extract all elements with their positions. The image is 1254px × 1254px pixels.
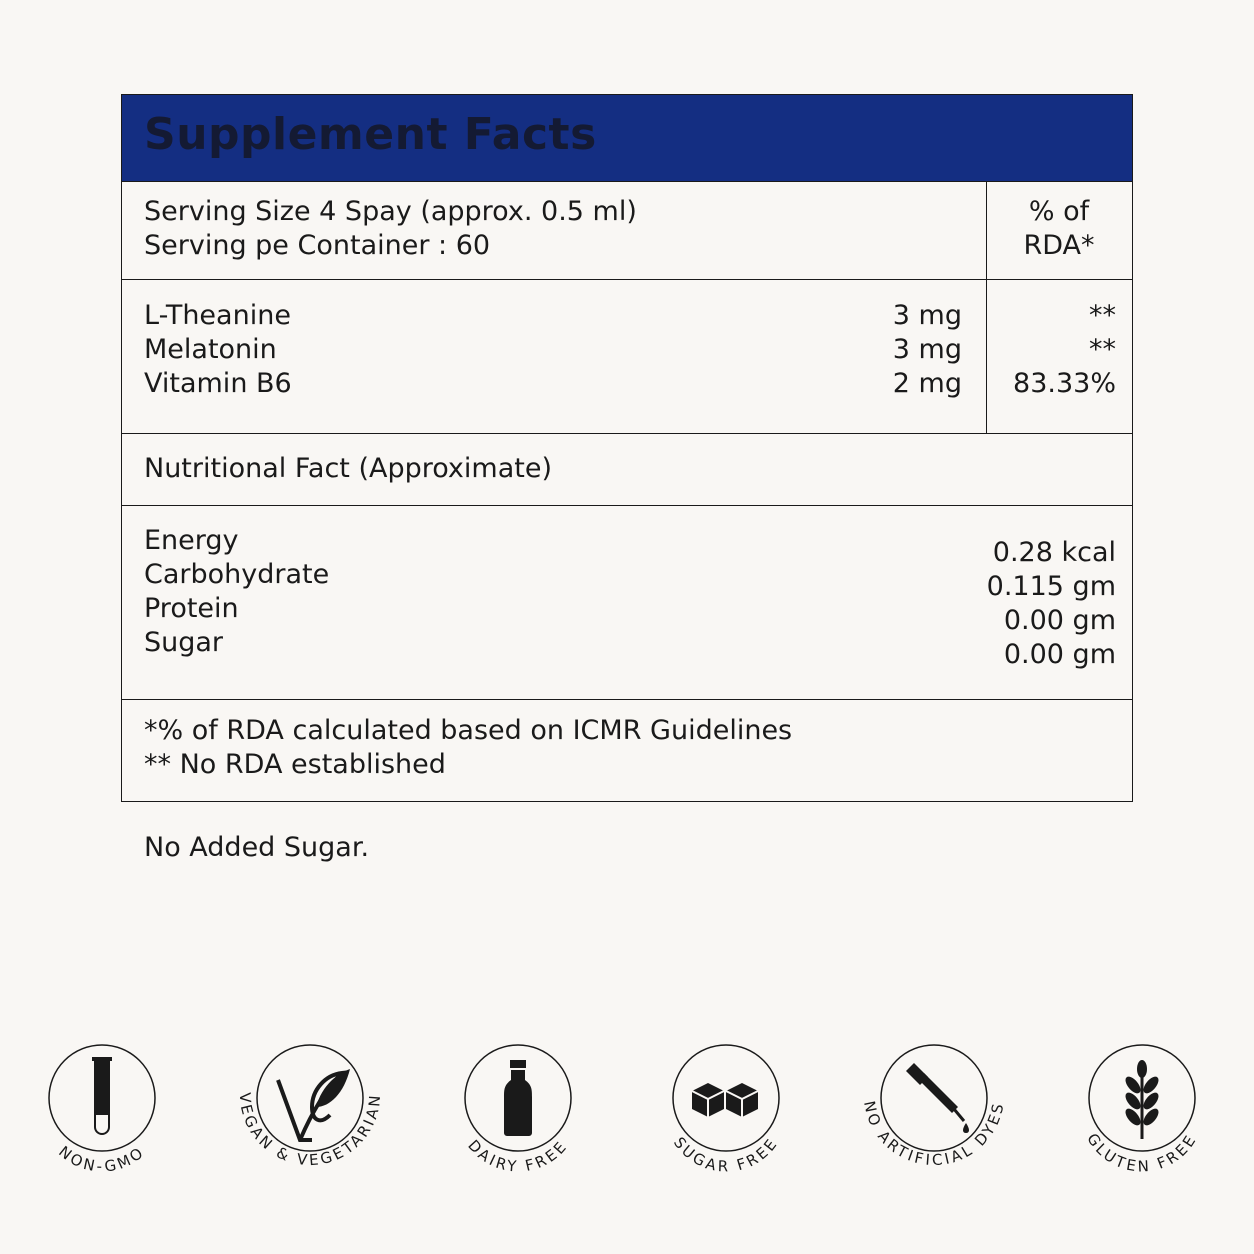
- ingredient-rda: **: [1089, 300, 1116, 331]
- supplement-facts-panel: [121, 94, 1133, 802]
- divider: [122, 433, 1132, 434]
- rda-header-line2: RDA*: [1023, 230, 1095, 261]
- ingredient-amount: 2 mg: [892, 368, 962, 399]
- nutrient-value: 0.115 gm: [986, 571, 1116, 602]
- serving-size: Serving Size 4 Spay (approx. 0.5 ml): [144, 196, 637, 227]
- svg-text:SUGAR FREE: [670, 1134, 782, 1176]
- ingredient-name: L-Theanine: [144, 300, 291, 331]
- badge-gluten-free: [1052, 1035, 1232, 1195]
- facts-title: Supplement Facts: [144, 109, 597, 160]
- divider: [122, 699, 1132, 700]
- svg-text:DAIRY FREE: [464, 1136, 571, 1175]
- ingredient-name: Melatonin: [144, 334, 277, 365]
- nutrient-name: Carbohydrate: [144, 559, 330, 590]
- milk-bottle-icon: [428, 1035, 608, 1195]
- nutrient-name: Sugar: [144, 627, 224, 658]
- ingredient-rda: 83.33%: [1013, 368, 1116, 399]
- nutrient-value: 0.00 gm: [1003, 605, 1116, 636]
- ingredient-amount: 3 mg: [892, 334, 962, 365]
- badge-label: NO ARTIFICIAL DYES: [860, 1099, 1008, 1170]
- svg-text:NON-GMO: [55, 1142, 148, 1175]
- nutrient-value: 0.00 gm: [1003, 639, 1116, 670]
- nutrition-heading: Nutritional Fact (Approximate): [144, 453, 552, 484]
- nutrient-name: Protein: [144, 593, 239, 624]
- column-divider: [986, 182, 987, 433]
- divider: [122, 279, 1132, 280]
- badge-label: NON-GMO: [55, 1142, 149, 1176]
- badge-no-artificial-dyes: [844, 1035, 1024, 1195]
- ingredient-name: Vitamin B6: [144, 368, 292, 399]
- ingredient-amount: 3 mg: [892, 300, 962, 331]
- badge-vegan: [220, 1035, 400, 1195]
- badge-sugar-free: [636, 1035, 816, 1195]
- facts-header: [122, 95, 1132, 182]
- dropper-icon: [844, 1035, 1024, 1195]
- rda-footnote: *% of RDA calculated based on ICMR Guidelines: [144, 715, 793, 746]
- badge-dairy-free: [428, 1035, 608, 1195]
- badge-label: SUGAR FREE: [669, 1133, 783, 1176]
- test-tube-icon: [12, 1035, 192, 1195]
- wheat-icon: [1052, 1035, 1232, 1195]
- badge-label: GLUTEN FREE: [1083, 1130, 1201, 1176]
- ingredient-rda: **: [1089, 334, 1116, 365]
- badge-label: VEGAN & VEGETARIAN: [235, 1091, 385, 1170]
- no-added-sugar-claim: No Added Sugar.: [144, 832, 370, 863]
- vegan-leaf-icon: [220, 1035, 400, 1195]
- badge-non-gmo: [12, 1035, 192, 1195]
- divider: [122, 505, 1132, 506]
- sugar-cubes-icon: [636, 1035, 816, 1195]
- nutrient-value: 0.28 kcal: [992, 537, 1116, 568]
- nutrient-name: Energy: [144, 525, 239, 556]
- badge-label: DAIRY FREE: [464, 1136, 572, 1176]
- servings-per-container: Serving pe Container : 60: [144, 230, 491, 261]
- no-rda-footnote: ** No RDA established: [144, 749, 446, 780]
- rda-header-line1: % of: [1028, 196, 1090, 227]
